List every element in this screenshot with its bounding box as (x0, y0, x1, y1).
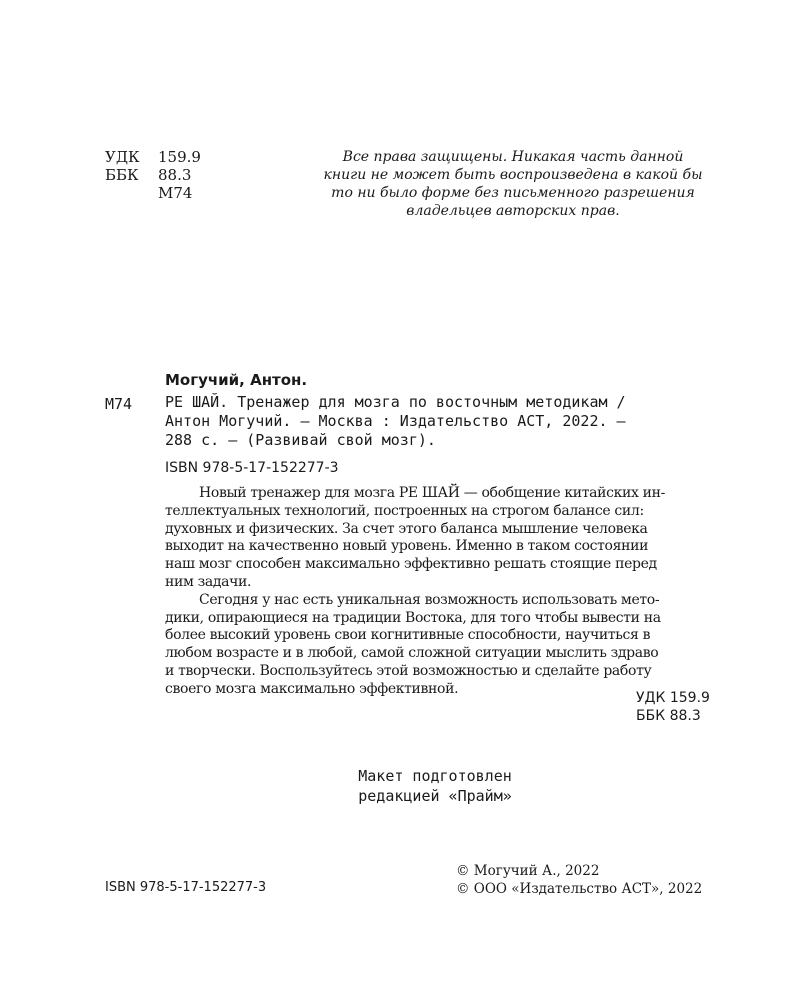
biblio-line: 288 с. — (Развивай свой мозг). (165, 431, 436, 449)
annotation-line: и творчески. Воспользуйтесь этой возможностью и сделайте работу (165, 662, 652, 679)
annotation-classification (636, 689, 710, 725)
author-heading: Могучий, Антон. (165, 371, 308, 389)
rights-line: книги не может быть воспроизведена в какой бы (323, 167, 703, 183)
author-mark-value: М74 (158, 184, 193, 202)
annotation-line: своего мозга максимально эффективной. (165, 680, 459, 697)
bbk-value: 88.3 (158, 166, 192, 184)
annotation-line: духовных и физических. За счет этого баланса мышление человека (165, 520, 648, 537)
bbk-row (105, 166, 201, 184)
rights-line: то ни было форме без письменного разрешения (331, 185, 695, 201)
annotation-line: дики, опирающиеся на традиции Востока, для того чтобы вывести на (165, 609, 661, 626)
copyright-block (456, 862, 702, 898)
prepared-by-line: редакцией «Прайм» (358, 787, 512, 805)
author-mark-label (105, 184, 158, 202)
classification-codes (105, 148, 201, 202)
annotation-line: наш мозг способен максимально эффективно решать стоящие перед (165, 556, 657, 573)
biblio-line: Антон Могучий. — Москва : Издательство АСТ, 2022. — (165, 412, 626, 430)
copyright-publisher: © ООО «Издательство АСТ», 2022 (456, 881, 703, 897)
bibliographic-description (165, 393, 626, 450)
annotation-line: любом возрасте и в любой, самой сложной ситуации мыслить здраво (165, 645, 659, 662)
annotation-line: Сегодня у нас есть уникальная возможность использовать мето- (199, 591, 660, 608)
udc-row (105, 148, 201, 166)
udc-value: 159.9 (158, 148, 201, 166)
annotation-line: выходит на качественно новый уровень. Именно в таком состоянии (165, 538, 649, 555)
isbn: ISBN 978-5-17-152277-3 (165, 460, 339, 476)
annotation-line: теллектуальных технологий, построенных на строгом балансе сил: (165, 502, 644, 519)
author-mark-row (105, 184, 201, 202)
biblio-line: РЕ ШАЙ. Тренажер для мозга по восточным методикам / (165, 393, 626, 411)
rights-line: владельцев авторских прав. (406, 203, 620, 219)
annotation-line: ним задачи. (165, 573, 252, 590)
copyright-author: © Могучий А., 2022 (456, 863, 600, 879)
author-mark: М74 (105, 395, 133, 413)
footer-isbn: ISBN 978-5-17-152277-3 (105, 880, 267, 895)
udc-label: УДК (105, 148, 140, 166)
annotation (165, 485, 735, 699)
annotation-line: Новый тренажер для мозга РЕ ШАЙ — обобщение китайских ин- (199, 485, 665, 501)
prepared-by-line: Макет подготовлен (358, 767, 512, 785)
annotation-bbk: ББК 88.3 (636, 708, 701, 724)
rights-notice (300, 148, 726, 220)
bbk-label: ББК (105, 166, 139, 184)
prepared-by (330, 766, 540, 806)
annotation-udc: УДК 159.9 (636, 690, 710, 706)
annotation-line: более высокий уровень свои когнитивные способности, научиться в (165, 627, 651, 644)
rights-line: Все права защищены. Никакая часть данной (342, 149, 684, 165)
